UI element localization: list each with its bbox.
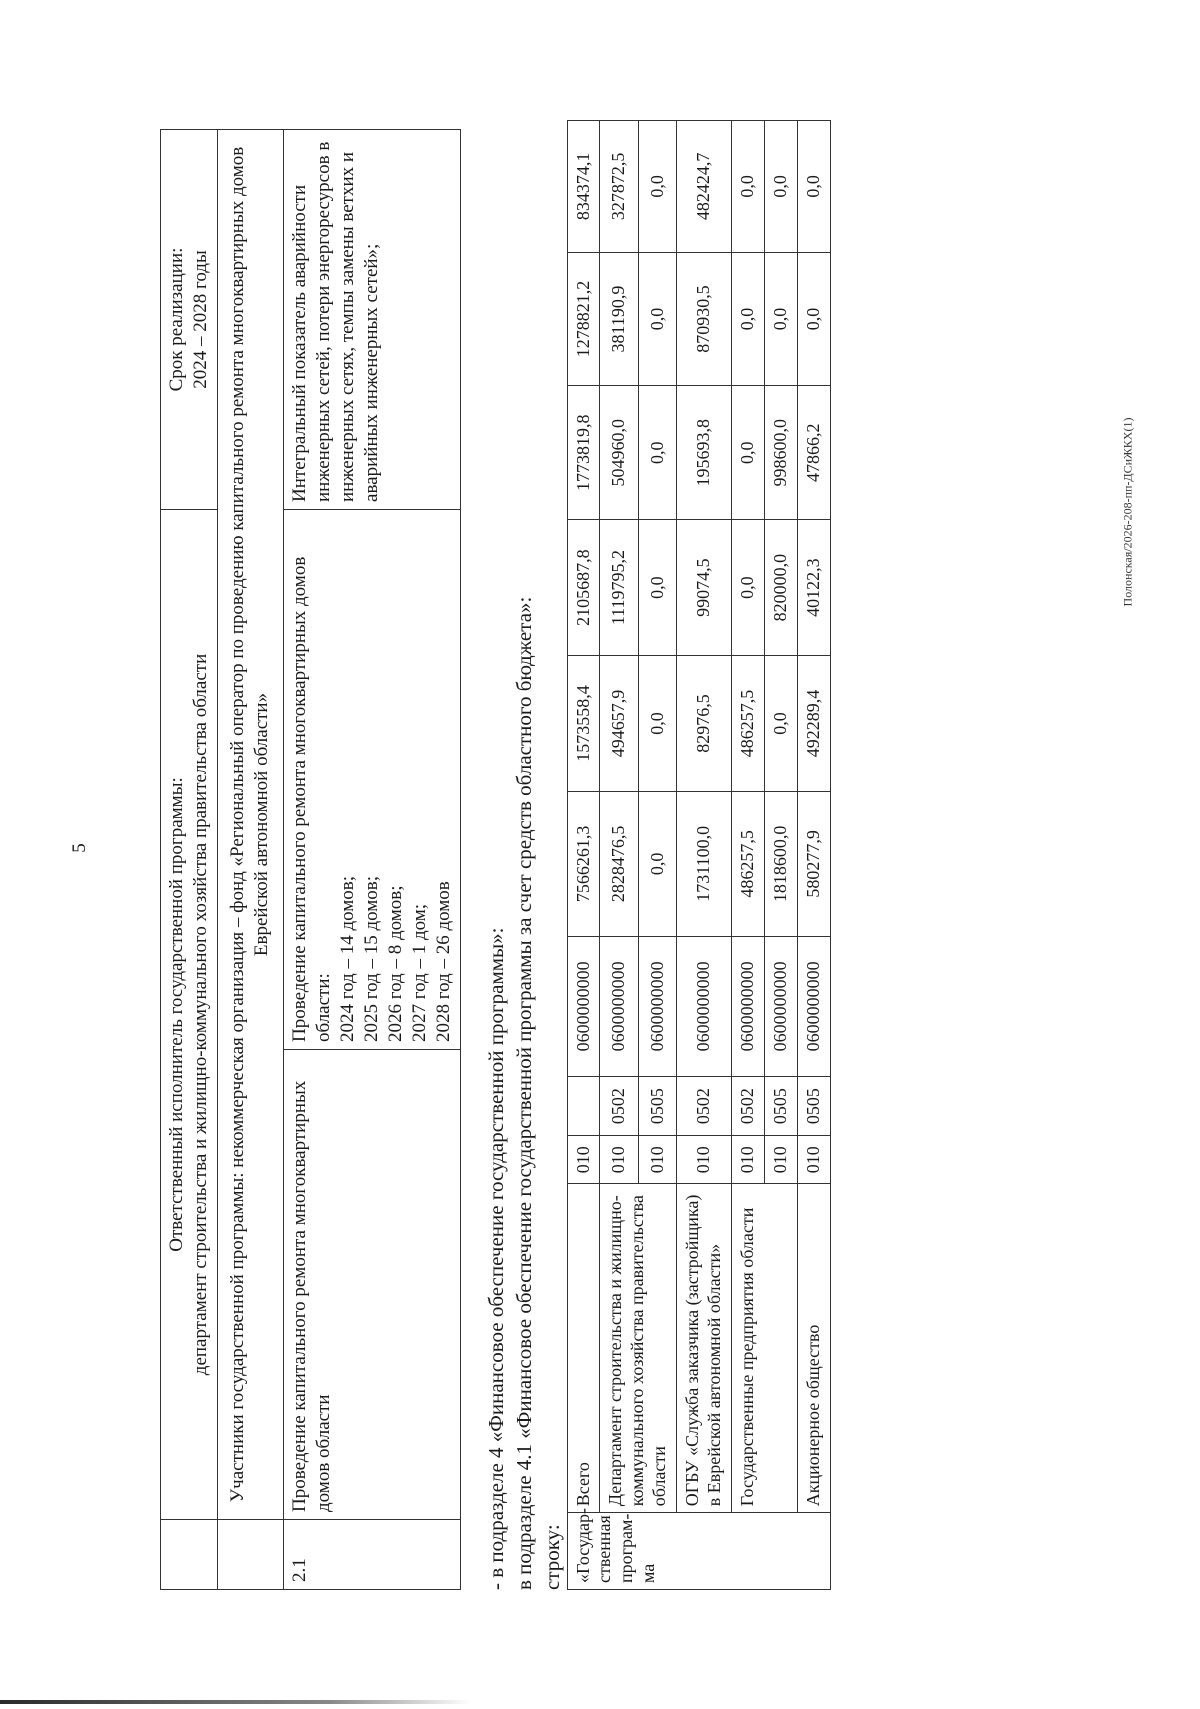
row-name: Акционерное общество — [798, 1184, 831, 1513]
value-total: 2828476,5 — [600, 791, 638, 936]
value-total: 1731100,0 — [677, 791, 732, 936]
value-2024: 82976,5 — [677, 656, 732, 792]
result-line: 2024 год – 14 домов; — [336, 875, 358, 1042]
section-code: 0505 — [765, 1076, 798, 1135]
value-2027: 381190,9 — [600, 252, 638, 386]
value-2026: 195693,8 — [677, 386, 732, 520]
target-code: 0600000000 — [567, 936, 600, 1076]
result-cell — [283, 509, 461, 1049]
value-2025: 0,0 — [732, 520, 765, 656]
target-code: 0600000000 — [732, 936, 765, 1076]
value-total: 1818600,0 — [765, 791, 798, 936]
value-2025: 2105687,8 — [567, 520, 600, 656]
table-row — [798, 121, 831, 1590]
section-code: 0502 — [677, 1076, 732, 1135]
table-row — [600, 121, 638, 1590]
row-name: Всего — [567, 1184, 600, 1513]
row-name: Государственные предприятия области — [732, 1184, 798, 1513]
value-2026: 504960,0 — [600, 386, 638, 520]
value-2025: 0,0 — [638, 520, 676, 656]
empty-cell — [161, 1520, 218, 1590]
value-2026: 1773819,8 — [567, 386, 600, 520]
row-number: 2.1 — [283, 1520, 461, 1590]
amendment-line: строку: — [539, 1524, 564, 1590]
value-2025: 1119795,2 — [600, 520, 638, 656]
value-2028: 834374,1 — [567, 121, 600, 253]
value-2025: 99074,5 — [677, 520, 732, 656]
grbs-code: 010 — [638, 1136, 676, 1184]
period-value: 2024 – 2028 годы — [190, 250, 212, 389]
value-2026: 998600,0 — [765, 386, 798, 520]
rotated-page-content — [160, 120, 1060, 1590]
amendment-text — [483, 120, 566, 1590]
participants-row — [218, 129, 283, 1589]
value-2026: 47866,2 — [798, 386, 831, 520]
indicator-cell: Интегральный показатель аварийности инженерных сетей, потери энергоресурсов в инженерных сетях, темпы замены ветхих и аварийных инженерных сетей»; — [283, 129, 461, 509]
section-code: 0505 — [638, 1076, 676, 1135]
value-2024: 0,0 — [765, 656, 798, 792]
value-2024: 492289,4 — [798, 656, 831, 792]
value-2028: 327872,5 — [600, 121, 638, 253]
page-number: 5 — [69, 843, 90, 853]
amendment-line: - в подразделе 4 «Финансовое обеспечение государственной программы»: — [484, 927, 509, 1590]
target-code: 0600000000 — [765, 936, 798, 1076]
grbs-code: 010 — [798, 1136, 831, 1184]
period-cell — [161, 129, 218, 509]
target-code: 0600000000 — [600, 936, 638, 1076]
financing-table — [567, 120, 832, 1590]
row-name: ОГБУ «Служба заказчика (застройщика) в Еврейской автономной области» — [677, 1184, 732, 1513]
task-cell: Проведение капитального ремонта многоквартирных домов области — [283, 1050, 461, 1520]
executor-label: Ответственный исполнитель государственной программы: — [166, 777, 187, 1252]
value-2027: 0,0 — [732, 252, 765, 386]
value-2024: 0,0 — [638, 656, 676, 792]
target-code: 0600000000 — [677, 936, 732, 1076]
program-label: «Государ-ственная програм-ма — [567, 1513, 831, 1590]
value-2026: 0,0 — [638, 386, 676, 520]
executor-cell — [161, 509, 218, 1519]
grbs-code: 010 — [567, 1136, 600, 1184]
row-name: Департамент строительства и жилищно-коммунального хозяйства правительства области — [600, 1184, 677, 1513]
table-row — [677, 121, 732, 1590]
section-code: 0502 — [600, 1076, 638, 1135]
value-2028: 0,0 — [798, 121, 831, 253]
program-passport-table — [160, 129, 461, 1590]
value-2024: 494657,9 — [600, 656, 638, 792]
table-row — [567, 121, 600, 1590]
value-2025: 40122,3 — [798, 520, 831, 656]
value-2027: 0,0 — [798, 252, 831, 386]
value-2028: 0,0 — [638, 121, 676, 253]
result-title: Проведение капитального ремонта многоквартирных домов области: — [288, 556, 334, 1042]
period-label: Срок реализации: — [166, 247, 187, 392]
value-2025: 820000,0 — [765, 520, 798, 656]
value-total: 486257,5 — [732, 791, 765, 936]
result-line: 2028 год – 26 домов — [433, 881, 455, 1042]
document-code: Полонская/2026-208-пп-ДСиЖКХ(1) — [1120, 417, 1135, 607]
executor-row — [161, 129, 218, 1589]
value-total: 0,0 — [638, 791, 676, 936]
grbs-code: 010 — [765, 1136, 798, 1184]
section-code: 0505 — [798, 1076, 831, 1135]
value-2024: 1573558,4 — [567, 656, 600, 792]
value-2024: 486257,5 — [732, 656, 765, 792]
value-2027: 0,0 — [638, 252, 676, 386]
value-2028: 0,0 — [765, 121, 798, 253]
grbs-code: 010 — [732, 1136, 765, 1184]
grbs-code: 010 — [677, 1136, 732, 1184]
result-line: 2026 год – 8 домов; — [385, 885, 406, 1042]
target-code: 0600000000 — [638, 936, 676, 1076]
grbs-code: 010 — [600, 1136, 638, 1184]
task-row — [283, 129, 461, 1589]
scan-edge-mark — [0, 1700, 470, 1704]
section-code — [567, 1076, 600, 1135]
result-line: 2027 год – 1 дом; — [409, 903, 431, 1042]
value-2027: 0,0 — [765, 252, 798, 386]
table-row — [732, 121, 765, 1590]
value-2026: 0,0 — [732, 386, 765, 520]
value-2028: 482424,7 — [677, 121, 732, 253]
value-total: 7566261,3 — [567, 791, 600, 936]
section-code: 0502 — [732, 1076, 765, 1135]
executor-value: департамент строительства и жилищно-коммунального хозяйства правительства области — [190, 653, 212, 1376]
value-2027: 870930,5 — [677, 252, 732, 386]
result-line: 2025 год – 15 домов; — [360, 875, 382, 1042]
target-code: 0600000000 — [798, 936, 831, 1076]
amendment-line: в подразделе 4.1 «Финансовое обеспечение государственной программы за счет средств областного бюджета»: — [512, 596, 537, 1590]
value-total: 580277,9 — [798, 791, 831, 936]
value-2027: 1278821,2 — [567, 252, 600, 386]
participants-cell: Участники государственной программы: некоммерческая организация – фонд «Региональный оператор по проведению капитального ремонта многоквартирных домов Еврейской автономной области» — [218, 129, 283, 1519]
empty-cell — [218, 1520, 283, 1590]
value-2028: 0,0 — [732, 121, 765, 253]
